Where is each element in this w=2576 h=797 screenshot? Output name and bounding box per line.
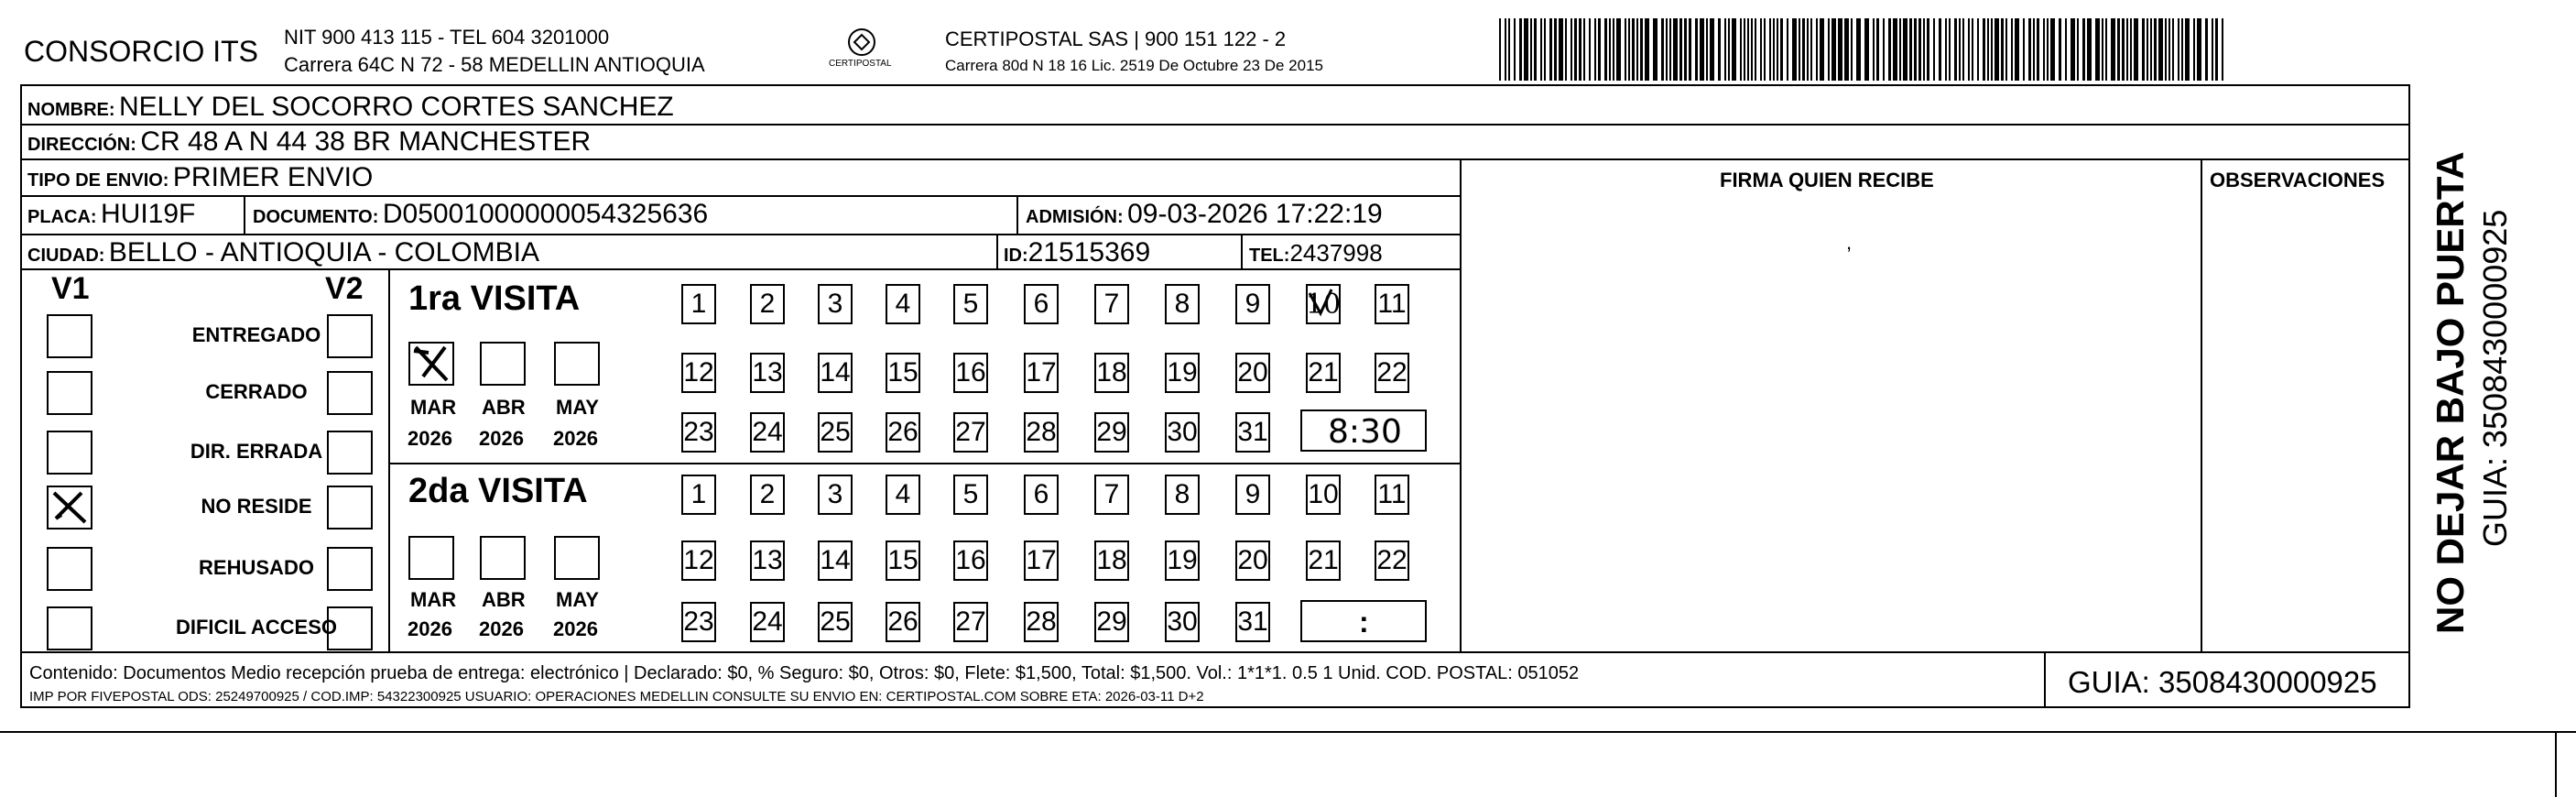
- second-visit-month-label: MAR: [410, 588, 457, 611]
- first-visit-year-label: 2026: [479, 427, 524, 450]
- first-visit-year-label: 2026: [408, 427, 452, 450]
- second-visit-day-29[interactable]: 29: [1094, 602, 1129, 642]
- first-visit-month-mar[interactable]: [408, 342, 454, 386]
- second-visit-day-1[interactable]: 1: [681, 475, 716, 515]
- first-visit-month-label: MAY: [556, 396, 599, 419]
- v2-header: V2: [325, 271, 364, 306]
- first-visit-day-12[interactable]: 12: [681, 353, 716, 393]
- first-visit-day-18[interactable]: 18: [1094, 353, 1129, 393]
- second-visit-day-10[interactable]: 10: [1306, 475, 1341, 515]
- first-visit-day-7[interactable]: 7: [1094, 284, 1129, 324]
- second-visit-day-31[interactable]: 31: [1235, 602, 1270, 642]
- first-visit-time-box[interactable]: [1300, 409, 1427, 452]
- first-visit-day-3[interactable]: 3: [818, 284, 853, 324]
- direccion-value: CR 48 A N 44 38 BR MANCHESTER: [140, 126, 592, 157]
- first-visit-day-19[interactable]: 19: [1165, 353, 1200, 393]
- v2-checkbox-entregado[interactable]: [327, 314, 373, 358]
- second-visit-day-27[interactable]: 27: [953, 602, 988, 642]
- imp-text: IMP POR FIVEPOSTAL ODS: 25249700925 / COD.IMP: 54322300925 USUARIO: OPERACIONES MEDELLIN CONSULTE SU ENVIO EN: CERTIPOSTAL.COM SOBRE ETA: 2026-03-11 D+2: [29, 689, 1204, 704]
- first-visit-month-label: MAR: [410, 396, 457, 419]
- second-visit-year-label: 2026: [479, 617, 524, 640]
- second-visit-day-16[interactable]: 16: [953, 540, 988, 581]
- first-visit-day-23[interactable]: 23: [681, 412, 716, 453]
- v2-checkbox-cerrado[interactable]: [327, 371, 373, 415]
- nit-line: NIT 900 413 115 - TEL 604 3201000: [284, 26, 610, 49]
- first-visit-day-4[interactable]: 4: [886, 284, 920, 324]
- first-visit-day-29[interactable]: 29: [1094, 412, 1129, 453]
- second-visit-day-23[interactable]: 23: [681, 602, 716, 642]
- direccion-label: DIRECCIÓN:: [27, 135, 136, 155]
- first-visit-day-11[interactable]: 11: [1375, 284, 1409, 324]
- second-visit-day-8[interactable]: 8: [1165, 475, 1200, 515]
- tipo-label: TIPO DE ENVIO:: [27, 170, 169, 191]
- first-visit-day-10[interactable]: 10: [1306, 284, 1341, 324]
- second-visit-month-label: ABR: [482, 588, 526, 611]
- second-visit-day-11[interactable]: 11: [1375, 475, 1409, 515]
- first-visit-day-26[interactable]: 26: [886, 412, 920, 453]
- side-guia-text: GUIA: 3508430000925: [2476, 209, 2514, 547]
- address-line: Carrera 64C N 72 - 58 MEDELLIN ANTIOQUIA: [284, 53, 705, 76]
- first-visit-month-abr[interactable]: [480, 342, 526, 386]
- second-visit-day-25[interactable]: 25: [818, 602, 853, 642]
- status-label-dir-errada: DIR. ERRADA: [190, 440, 323, 463]
- admision-label: ADMISIÓN:: [1026, 207, 1124, 227]
- contenido-text: Contenido: Documentos Medio recepción prueba de entrega: electrónico | Declarado: $0, % Seguro: $0, Otros: $0, Flete: $1,500, Total: $1,500. Vol.: 1*1*1. 0.5 1 Unid. COD. POSTAL: 051052: [29, 663, 1580, 683]
- first-visit-day-13[interactable]: 13: [750, 353, 785, 393]
- second-visit-day-6[interactable]: 6: [1024, 475, 1059, 515]
- second-visit-day-9[interactable]: 9: [1235, 475, 1270, 515]
- certipostal-logo: [820, 24, 904, 79]
- v2-checkbox-dificil-acceso[interactable]: [327, 606, 373, 650]
- company-name: CONSORCIO ITS: [24, 35, 259, 68]
- status-label-dificil-acceso: DIFICIL ACCESO: [175, 616, 337, 639]
- second-visit-day-3[interactable]: 3: [818, 475, 853, 515]
- first-visit-day-28[interactable]: 28: [1024, 412, 1059, 453]
- first-visit-day-14[interactable]: 14: [818, 353, 853, 393]
- second-visit-day-18[interactable]: 18: [1094, 540, 1129, 581]
- nombre-label: NOMBRE:: [27, 100, 115, 120]
- second-visit-day-2[interactable]: 2: [750, 475, 785, 515]
- tel-label: TEL:: [1249, 246, 1290, 266]
- status-label-no-reside: NO RESIDE: [201, 495, 312, 518]
- v2-checkbox-dir-errada[interactable]: [327, 431, 373, 475]
- second-visit-day-20[interactable]: 20: [1235, 540, 1270, 581]
- second-visit-title: 2da VISITA: [408, 472, 588, 510]
- no-dejar-text: NO DEJAR BAJO PUERTA: [2429, 151, 2472, 634]
- v2-checkbox-rehusado[interactable]: [327, 547, 373, 591]
- second-visit-year-label: 2026: [408, 617, 452, 640]
- second-visit-day-26[interactable]: 26: [886, 602, 920, 642]
- placa-label: PLACA:: [27, 207, 97, 227]
- observaciones-header: OBSERVACIONES: [2210, 169, 2386, 191]
- certipostal-line: CERTIPOSTAL SAS | 900 151 122 - 2: [945, 27, 1287, 50]
- first-visit-day-27[interactable]: 27: [953, 412, 988, 453]
- first-visit-day-30[interactable]: 30: [1165, 412, 1200, 453]
- documento-label: DOCUMENTO:: [253, 207, 379, 227]
- nombre-value: NELLY DEL SOCORRO CORTES SANCHEZ: [119, 92, 674, 122]
- first-visit-day-25[interactable]: 25: [818, 412, 853, 453]
- guia-box-text: GUIA: 3508430000925: [2068, 665, 2377, 699]
- first-visit-month-may[interactable]: [554, 342, 600, 386]
- status-label-cerrado: CERRADO: [205, 380, 308, 403]
- second-visit-day-12[interactable]: 12: [681, 540, 716, 581]
- license-line: Carrera 80d N 18 16 Lic. 2519 De Octubre 23 De 2015: [945, 57, 1323, 74]
- first-visit-time: 8:30: [1328, 413, 1402, 451]
- tel-value: 2437998: [1289, 239, 1383, 267]
- id-label: ID:: [1004, 246, 1028, 266]
- placa-value: HUI19F: [101, 199, 196, 229]
- first-visit-day-31[interactable]: 31: [1235, 412, 1270, 453]
- second-visit-day-13[interactable]: 13: [750, 540, 785, 581]
- first-visit-day-8[interactable]: 8: [1165, 284, 1200, 324]
- first-visit-day-16[interactable]: 16: [953, 353, 988, 393]
- first-visit-day-15[interactable]: 15: [886, 353, 920, 393]
- first-visit-title: 1ra VISITA: [408, 279, 581, 318]
- ciudad-value: BELLO - ANTIOQUIA - COLOMBIA: [108, 237, 540, 267]
- second-visit-day-21[interactable]: 21: [1306, 540, 1341, 581]
- second-visit-day-22[interactable]: 22: [1375, 540, 1409, 581]
- first-visit-day-24[interactable]: 24: [750, 412, 785, 453]
- first-visit-day-1[interactable]: 1: [681, 284, 716, 324]
- second-visit-day-28[interactable]: 28: [1024, 602, 1059, 642]
- second-visit-month-may[interactable]: [554, 536, 600, 580]
- v2-checkbox-no-reside[interactable]: [327, 486, 373, 530]
- second-visit-day-4[interactable]: 4: [886, 475, 920, 515]
- documento-value: D05001000000054325636: [382, 199, 709, 229]
- second-visit-month-mar[interactable]: [408, 536, 454, 580]
- first-visit-day-5[interactable]: 5: [953, 284, 988, 324]
- v1-header: V1: [51, 271, 90, 306]
- second-visit-year-label: 2026: [553, 617, 598, 640]
- second-visit-time: :: [1359, 606, 1369, 639]
- first-visit-day-6[interactable]: 6: [1024, 284, 1059, 324]
- second-visit-day-5[interactable]: 5: [953, 475, 988, 515]
- first-visit-day-22[interactable]: 22: [1375, 353, 1409, 393]
- first-visit-day-9[interactable]: 9: [1235, 284, 1270, 324]
- second-visit-day-7[interactable]: 7: [1094, 475, 1129, 515]
- second-visit-time-box[interactable]: [1300, 600, 1427, 642]
- first-visit-day-17[interactable]: 17: [1024, 353, 1059, 393]
- second-visit-day-15[interactable]: 15: [886, 540, 920, 581]
- first-visit-day-21[interactable]: 21: [1306, 353, 1341, 393]
- second-visit-day-30[interactable]: 30: [1165, 602, 1200, 642]
- second-visit-month-label: MAY: [556, 588, 599, 611]
- first-visit-day-2[interactable]: 2: [750, 284, 785, 324]
- second-visit-day-17[interactable]: 17: [1024, 540, 1059, 581]
- second-visit-month-abr[interactable]: [480, 536, 526, 580]
- firma-header: FIRMA QUIEN RECIBE: [1720, 169, 1934, 191]
- second-visit-day-14[interactable]: 14: [818, 540, 853, 581]
- admision-value: 09-03-2026 17:22:19: [1127, 199, 1383, 229]
- second-visit-day-19[interactable]: 19: [1165, 540, 1200, 581]
- tipo-value: PRIMER ENVIO: [172, 162, 374, 192]
- first-visit-year-label: 2026: [553, 427, 598, 450]
- second-visit-day-24[interactable]: 24: [750, 602, 785, 642]
- barcode: [1499, 18, 2229, 81]
- status-label-entregado: ENTREGADO: [191, 323, 321, 346]
- id-value: 21515369: [1027, 237, 1151, 267]
- side-text: [2410, 84, 2576, 708]
- status-label-rehusado: REHUSADO: [199, 556, 314, 579]
- signature-mark: ,: [1846, 231, 1853, 254]
- logo-text: CERTIPOSTAL: [829, 59, 892, 69]
- ciudad-label: CIUDAD:: [27, 246, 105, 266]
- first-visit-month-label: ABR: [482, 396, 526, 419]
- first-visit-day-20[interactable]: 20: [1235, 353, 1270, 393]
